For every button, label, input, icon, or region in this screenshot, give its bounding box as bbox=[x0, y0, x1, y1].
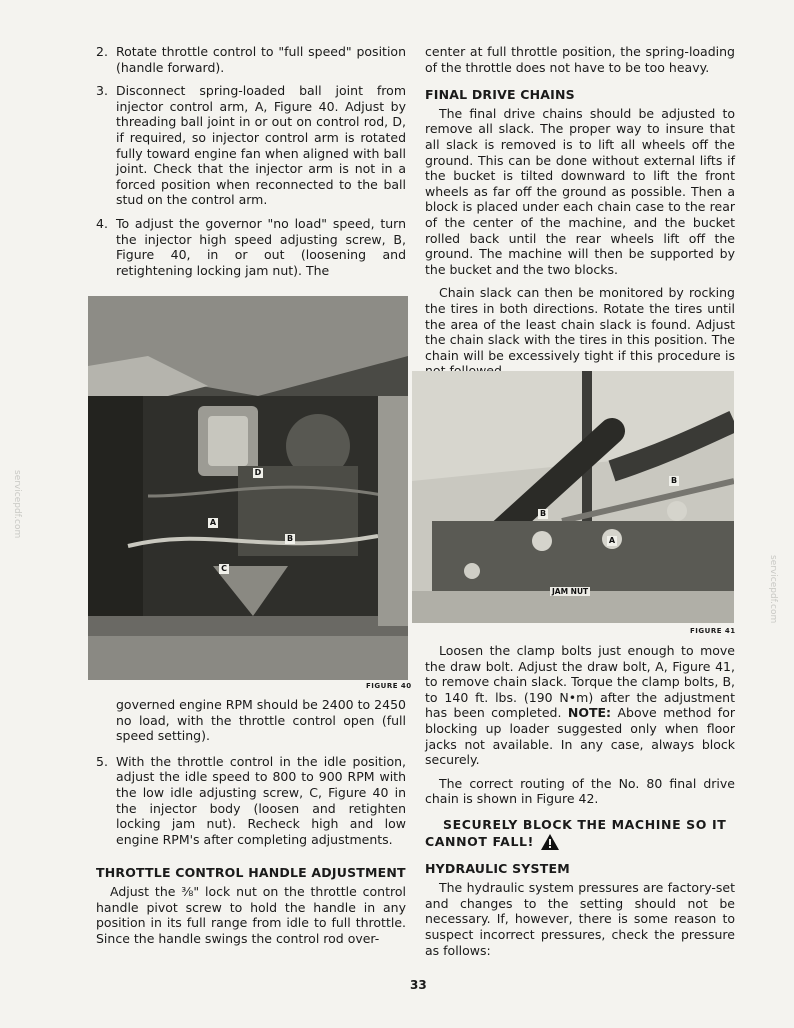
right-column-bottom bbox=[425, 643, 735, 958]
engine-photo-illustration bbox=[88, 296, 408, 680]
figure-40-caption: FIGURE 40 bbox=[366, 682, 412, 690]
figure-40-callout-b: B bbox=[286, 534, 294, 543]
heading-hydraulic-system: HYDRAULIC SYSTEM bbox=[425, 860, 570, 876]
chains-paragraph-2: Chain slack can then be monitored by rocking the tires in both directions. Rotate the tires until the area of the least chain slack is found. Adjust the chain slack with the tires in this position. The chain will be excessively tight if this procedure is bbox=[425, 285, 735, 363]
left-column-top bbox=[96, 44, 406, 278]
chain-case-photo-illustration bbox=[412, 371, 734, 623]
step-2-text: Rotate throttle control to "full speed" position (handle forward). bbox=[116, 44, 406, 75]
step-5-number: 5. bbox=[96, 753, 108, 769]
figure-41-callout-b-right: B bbox=[670, 476, 678, 485]
step-2 bbox=[96, 44, 406, 75]
warning-line-2-row bbox=[425, 833, 735, 851]
step-3-text: Disconnect spring-loaded ball joint from injector control arm, A, Figure 40. Adjust by threading ball joint in or out on control rod, D, if required, so injector control arm is rotated fully toward engine fan when aligned with ball joint. Check that the injector arm is not in a forced position when reconnected to the ball stud on the control arm. bbox=[116, 83, 406, 208]
figure-41-jam-nut-label: JAM NUT bbox=[552, 587, 589, 596]
step-2-number: 2. bbox=[96, 44, 108, 59]
step-5-text: With the throttle control in the idle position, adjust the idle speed to 800 to 900 RPM with the low idle adjusting screw, C, Figure 40 in the injector body (loosen and retighten locking jam nut). Recheck high and low engine RPM's after completing adjustments. bbox=[116, 753, 406, 847]
figure-41-photo bbox=[412, 371, 734, 623]
figure-40-callout-d: D bbox=[254, 468, 262, 477]
figure-40-callout-c: C bbox=[219, 564, 229, 574]
step-4-continuation: governed engine RPM should be 2400 to 2450 no load, with the throttle control open (full speed setting). bbox=[116, 697, 406, 744]
warning-triangle-icon bbox=[540, 833, 560, 851]
figure-41-callout-b-left: B bbox=[539, 509, 547, 518]
chains-paragraph-1: The final drive chains should be adjusted to remove all slack. The proper way to insure that all slack is removed is to lift all wheels off the ground. This can be done without external lifts if the bucket is tilted downward to lift the front wheels as far off the ground as possible. Then a block is placed under each chain case to the rear of the center of the machine, and the bucket rolled back until the rear wheels lift off the ground. The machine will then be supported by the bucket and the two blocks. bbox=[425, 105, 735, 277]
figure-41-caption: FIGURE 41 bbox=[690, 627, 736, 635]
page-number: 33 bbox=[410, 978, 427, 992]
left-column-bottom bbox=[96, 697, 406, 946]
step-4 bbox=[96, 216, 406, 278]
watermark-left: servicepdf.com bbox=[12, 470, 22, 539]
step-5 bbox=[96, 754, 406, 848]
loosen-text: Loosen the clamp bolts just enough to move the draw bolt. Adjust the draw bolt, A, Figure 41, to remove chain slack. Torque the clamp bolts, B, to 140 ft. lbs. (190 N•m) after the adjustment has been completed. bbox=[425, 643, 735, 721]
throttle-paragraph: Adjust the ⅜" lock nut on the throttle control handle pivot screw to hold the handle in any position in its full range from idle to full throttle. Since the handle swings the control rod over- bbox=[96, 883, 406, 946]
warning-block bbox=[425, 817, 735, 851]
right-column-top bbox=[425, 44, 735, 379]
loosen-paragraph bbox=[425, 643, 735, 768]
figure-40-photo bbox=[88, 296, 408, 680]
continued-paragraph: center at full throttle position, the spring-loading of the throttle does not have to be too heavy. bbox=[425, 44, 735, 75]
figure-40-callout-a: A bbox=[209, 518, 217, 527]
note-label: NOTE: bbox=[567, 705, 612, 721]
step-4-number: 4. bbox=[96, 215, 108, 231]
step-3-number: 3. bbox=[96, 83, 108, 99]
watermark-right: servicepdf.com bbox=[768, 555, 778, 624]
hydraulic-paragraph: The hydraulic system pressures are factory-set and changes to the setting should not be necessary. If, however, there is some reason to suspect incorrect pressures, check the pressure as follows: bbox=[425, 880, 735, 958]
warning-line-2: CANNOT FALL! bbox=[425, 833, 534, 849]
heading-final-drive-chains: FINAL DRIVE CHAINS bbox=[425, 87, 575, 103]
step-3 bbox=[96, 83, 406, 208]
routing-paragraph: The correct routing of the No. 80 final drive chain is shown in Figure 42. bbox=[425, 775, 735, 807]
figure-41-callout-a: A bbox=[608, 536, 616, 545]
heading-throttle-control: THROTTLE CONTROL HANDLE ADJUSTMENT bbox=[96, 865, 406, 881]
step-4-text: To adjust the governor "no load" speed, turn the injector high speed adjusting screw, B, Figure 40, in or out (loosening and retightening locking jam nut). The bbox=[116, 215, 406, 278]
note-text: Above method for blocking up loader suggested only when floor jacks not available. In any case, always block securely. bbox=[425, 705, 735, 768]
warning-line-1: SECURELY BLOCK THE MACHINE SO IT bbox=[443, 816, 727, 832]
